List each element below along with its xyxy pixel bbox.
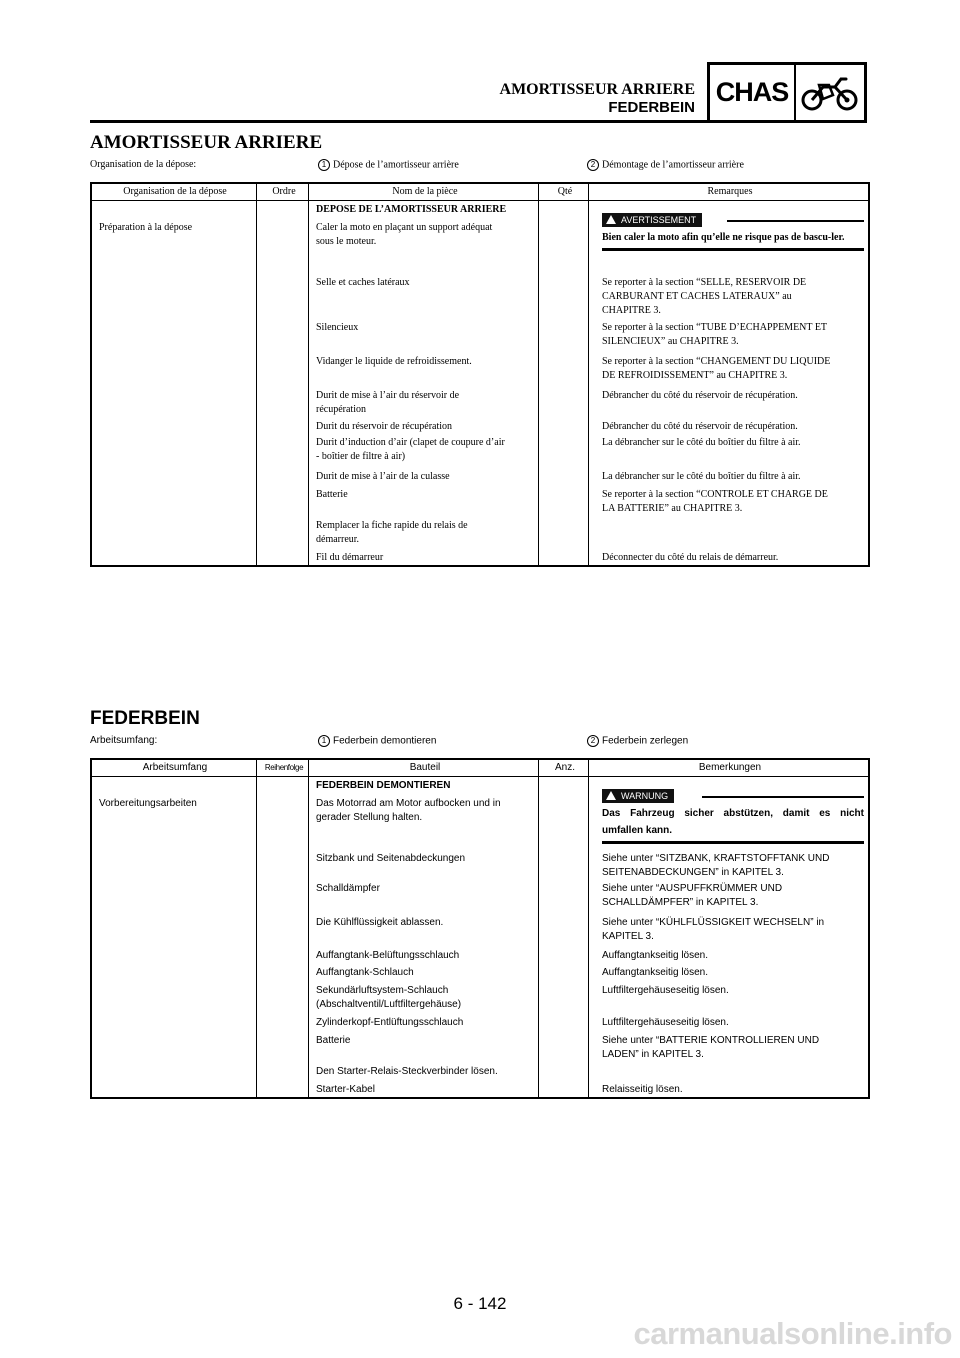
- warning-icon: [606, 791, 616, 800]
- col-header: Nom de la pièce: [392, 186, 458, 197]
- remark-line: CARBURANT ET CACHES LATERAUX” au: [602, 291, 792, 302]
- part-name-line: Starter-Kabel: [316, 1084, 375, 1095]
- part-name-line: Die Kühlflüssigkeit ablassen.: [316, 917, 444, 928]
- column-divider: [308, 760, 309, 1097]
- part-name-line: Sekundärluftsystem-Schlauch: [316, 985, 449, 996]
- remark: [602, 916, 824, 944]
- part-name-line: récupération: [316, 404, 366, 415]
- remark-line: Se reporter à la section “TUBE D’ECHAPPEMENT ET: [602, 322, 828, 333]
- remark-line: Siehe unter “AUSPUFFKRÜMMER UND: [602, 883, 783, 894]
- part-name-line: Sitzbank und Seitenabdeckungen: [316, 853, 466, 864]
- remark-line: SCHALLDÄMPFER” in KAPITEL 3.: [602, 897, 759, 908]
- part-name-line: Durit d’induction d’air (clapet de coupure d’air: [316, 437, 505, 448]
- part-name-line: - boîtier de filtre à air): [316, 451, 406, 462]
- remark: [602, 470, 801, 484]
- col-header: Ordre: [272, 186, 296, 197]
- part-name-line: Fil du démarreur: [316, 552, 384, 563]
- part-name: [316, 355, 472, 369]
- part-name-line: démarreur.: [316, 534, 360, 545]
- warning-rule: [727, 220, 864, 222]
- remark: [602, 949, 708, 963]
- part-name: [316, 488, 348, 502]
- part-name-line: Durit de mise à l’air de la culasse: [316, 471, 450, 482]
- table-header: [92, 184, 868, 201]
- col-header: Bemerkungen: [698, 762, 762, 773]
- part-name: [316, 984, 461, 1012]
- part-name: [316, 852, 465, 866]
- part-name: [316, 389, 459, 417]
- remark: [602, 882, 782, 910]
- remark-line: Siehe unter “KÜHLFLÜSSIGKEIT WECHSELN” in: [602, 917, 825, 928]
- part-name-line: sous le moteur.: [316, 236, 377, 247]
- scope-label: Organisation de la dépose:: [90, 159, 197, 170]
- column-divider: [308, 184, 309, 565]
- column-divider: [588, 760, 589, 1097]
- remark: [602, 984, 729, 998]
- remark-line: Luftfiltergehäuseseitig lösen.: [602, 985, 729, 996]
- part-name-line: Zylinderkopf-Entlüftungsschlauch: [316, 1017, 464, 1028]
- remark: [602, 420, 798, 434]
- warning-text: Bien caler la moto afin qu’elle ne risque pas de bascu-ler.: [602, 232, 845, 243]
- part-name: [316, 221, 492, 249]
- remark-line: Relaisseitig lösen.: [602, 1084, 683, 1095]
- col-header: Bauteil: [409, 762, 441, 773]
- table-header: [92, 760, 868, 777]
- watermark: carmanualsonline.info: [633, 1316, 952, 1351]
- column-divider: [256, 760, 257, 1097]
- part-name-line: Durit de mise à l’air du réservoir de: [316, 390, 460, 401]
- prep-label: Préparation à la dépose: [99, 222, 193, 233]
- warning-box: [602, 789, 864, 844]
- remark-line: KAPITEL 3.: [602, 931, 654, 942]
- part-name: [316, 882, 380, 896]
- part-name-line: Vidanger le liquide de refroidissement.: [316, 356, 472, 367]
- remark: [602, 966, 708, 980]
- part-name-line: Auffangtank-Belüftungsschlauch: [316, 950, 460, 961]
- col-header: Organisation de la dépose: [123, 186, 227, 197]
- removal-table-de: [90, 758, 870, 1099]
- header-title-de: FEDERBEIN: [608, 99, 695, 116]
- column-divider: [256, 184, 257, 565]
- remark-line: Siehe unter “BATTERIE KONTROLLIEREN UND: [602, 1035, 820, 1046]
- col-header: Qté: [557, 186, 573, 197]
- warning-text: Das Fahrzeug sicher abstützen, damit es nicht umfallen kann.: [602, 808, 864, 836]
- remark: [602, 488, 828, 516]
- warning-badge: WARNUNG: [602, 789, 674, 803]
- remark-line: Se reporter à la section “CONTROLE ET CHARGE DE: [602, 489, 828, 500]
- remark-line: La débrancher sur le côté du boîtier du filtre à air.: [602, 471, 801, 482]
- remark-line: CHAPITRE 3.: [602, 305, 661, 316]
- part-name-line: gerader Stellung halten.: [316, 812, 423, 823]
- remark: [602, 1034, 819, 1062]
- part-name-line: Das Motorrad am Motor aufbocken und in: [316, 798, 501, 809]
- column-divider: [538, 184, 539, 565]
- col-header: Arbeitsumfang: [142, 762, 208, 773]
- remark: [602, 276, 806, 318]
- col-header: Anz.: [554, 762, 575, 773]
- remark-line: Débrancher du côté du réservoir de récupération.: [602, 390, 798, 401]
- scope-label: Arbeitsumfang:: [90, 735, 158, 746]
- remark-line: Auffangtankseitig lösen.: [602, 950, 709, 961]
- scope-item-2: 2 Federbein zerlegen: [587, 735, 688, 747]
- header-titles: [500, 81, 695, 117]
- part-name: [316, 276, 410, 290]
- part-name-line: Remplacer la fiche rapide du relais de: [316, 520, 468, 531]
- part-name: [316, 1034, 350, 1048]
- prep-label: Vorbereitungsarbeiten: [99, 798, 197, 809]
- part-name-line: Batterie: [316, 1035, 351, 1046]
- column-divider: [588, 184, 589, 565]
- remark: [602, 355, 830, 383]
- remark: [602, 551, 778, 565]
- part-name: [316, 1016, 463, 1030]
- part-name-line: Durit du réservoir de récupération: [316, 421, 453, 432]
- part-name: [316, 916, 443, 930]
- warning-badge: AVERTISSEMENT: [602, 213, 702, 227]
- remark: [602, 852, 829, 880]
- section-title-de: FEDERBEIN: [90, 708, 200, 729]
- warning-rule-bottom: [602, 841, 864, 844]
- part-name-line: Silencieux: [316, 322, 359, 333]
- remark-line: Siehe unter “SITZBANK, KRAFTSTOFFTANK UND: [602, 853, 830, 864]
- remark: [602, 1083, 683, 1097]
- remark-line: Se reporter à la section “SELLE, RESERVOIR DE: [602, 277, 807, 288]
- header-rule: [90, 120, 708, 123]
- removal-table-fr: [90, 182, 870, 567]
- remark-line: Se reporter à la section “CHANGEMENT DU LIQUIDE: [602, 356, 831, 367]
- part-name-line: Auffangtank-Schlauch: [316, 967, 414, 978]
- part-name: [316, 949, 459, 963]
- part-name: [316, 1083, 375, 1097]
- page-number: 6 - 142: [453, 1294, 507, 1313]
- part-name-line: Schalldämpfer: [316, 883, 380, 894]
- part-name: [316, 551, 383, 565]
- table-heading: FEDERBEIN DEMONTIEREN: [316, 780, 451, 791]
- part-name: [316, 321, 358, 335]
- motorcycle-icon: [796, 65, 864, 120]
- remark: [602, 389, 798, 403]
- part-name-line: Selle et caches latéraux: [316, 277, 410, 288]
- part-name: [316, 1065, 498, 1079]
- warning-box: [602, 213, 864, 251]
- part-name-line: Batterie: [316, 489, 348, 500]
- header-title-fr: AMORTISSEUR ARRIERE: [499, 81, 695, 98]
- scope-item-1: 1 Federbein demontieren: [318, 735, 436, 747]
- part-name: [316, 436, 505, 464]
- chapter-tab-label: CHAS: [710, 65, 796, 120]
- warning-rule: [702, 796, 864, 798]
- col-header: Remarques: [707, 186, 753, 197]
- chapter-tab: [707, 62, 867, 123]
- scope-item-1: 1 Dépose de l’amortisseur arrière: [318, 159, 459, 171]
- remark-line: La débrancher sur le côté du boîtier du filtre à air.: [602, 437, 801, 448]
- part-name: [316, 966, 414, 980]
- remark-line: DE REFROIDISSEMENT” au CHAPITRE 3.: [602, 370, 788, 381]
- remark-line: Débrancher du côté du réservoir de récupération.: [602, 421, 798, 432]
- remark-line: SEITENABDECKUNGEN” in KAPITEL 3.: [602, 867, 784, 878]
- col-header: Reihenfolge: [264, 763, 304, 772]
- remark-line: SILENCIEUX” au CHAPITRE 3.: [602, 336, 739, 347]
- remark: [602, 436, 801, 450]
- part-name: [316, 470, 450, 484]
- scope-item-2: 2 Démontage de l’amortisseur arrière: [587, 159, 744, 171]
- part-name: [316, 797, 501, 825]
- remark-line: Déconnecter du côté du relais de démarreur.: [602, 552, 779, 563]
- remark: [602, 1016, 729, 1030]
- part-name: [316, 420, 452, 434]
- part-name-line: (Abschaltventil/Luftfiltergehäuse): [316, 999, 462, 1010]
- section-title-fr: AMORTISSEUR ARRIERE: [90, 132, 323, 153]
- remark-line: LA BATTERIE” au CHAPITRE 3.: [602, 503, 743, 514]
- part-name-line: Den Starter-Relais-Steckverbinder lösen.: [316, 1066, 498, 1077]
- remark-line: Auffangtankseitig lösen.: [602, 967, 709, 978]
- part-name: [316, 519, 468, 547]
- table-heading: DEPOSE DE L’AMORTISSEUR ARRIERE: [316, 204, 507, 215]
- column-divider: [538, 760, 539, 1097]
- remark: [602, 321, 827, 349]
- remark-line: LADEN” in KAPITEL 3.: [602, 1049, 704, 1060]
- warning-rule-bottom: [602, 248, 864, 251]
- remark-line: Luftfiltergehäuseseitig lösen.: [602, 1017, 729, 1028]
- warning-icon: [606, 215, 616, 224]
- part-name-line: Caler la moto en plaçant un support adéquat: [316, 222, 493, 233]
